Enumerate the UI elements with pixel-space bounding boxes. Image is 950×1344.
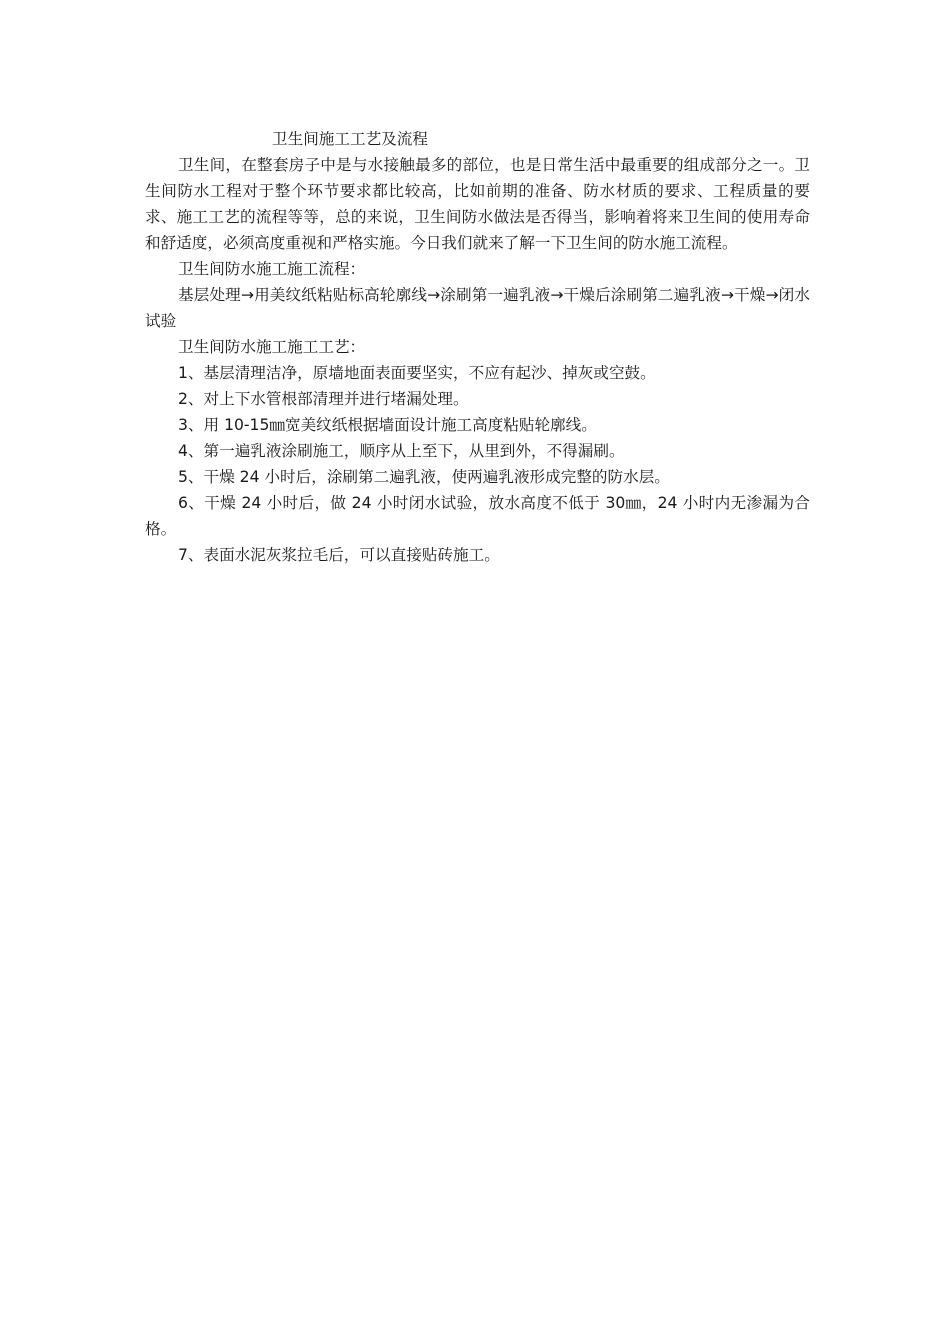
craft-step-2: 2、对上下水管根部清理并进行堵漏处理。 [178,390,469,408]
craft-step-6: 6、干燥 24 小时后，做 24 小时闭水试验，放水高度不低于 30㎜，24 小时内无渗漏为合格。 [145,494,810,538]
process-flow: 基层处理→用美纹纸粘贴标高轮廓线→涂刷第一遍乳液→干燥后涂刷第二遍乳液→干燥→闭水试验 [145,286,810,330]
craft-step-5: 5、干燥 24 小时后，涂刷第二遍乳液，使两遍乳液形成完整的防水层。 [178,468,670,486]
process-heading: 卫生间防水施工施工流程： [178,260,366,278]
document-body [145,126,810,568]
craft-step-3: 3、用 10-15㎜宽美纹纸根据墙面设计施工高度粘贴轮廓线。 [178,416,597,434]
craft-step-4: 4、第一遍乳液涂刷施工，顺序从上至下，从里到外，不得漏刷。 [178,442,625,460]
craft-step-1: 1、基层清理洁净，原墙地面表面要坚实，不应有起沙、掉灰或空鼓。 [178,364,656,382]
craft-step-7: 7、表面水泥灰浆拉毛后，可以直接贴砖施工。 [178,546,500,564]
craft-steps-list [145,360,810,568]
craft-heading: 卫生间防水施工施工工艺： [178,338,366,356]
intro-paragraph: 卫生间，在整套房子中是与水接触最多的部位，也是日常生活中最重要的组成部分之一。卫生间防水工程对于整个环节要求都比较高，比如前期的准备、防水材质的要求、工程质量的要求、施工工艺的流程等等，总的来说，卫生间防水做法是否得当，影响着将来卫生间的使用寿命和舒适度，必须高度重视和严格实施。今日我们就来了解一下卫生间的防水施工流程。 [145,156,810,252]
document-title: 卫生间施工工艺及流程 [272,130,428,148]
